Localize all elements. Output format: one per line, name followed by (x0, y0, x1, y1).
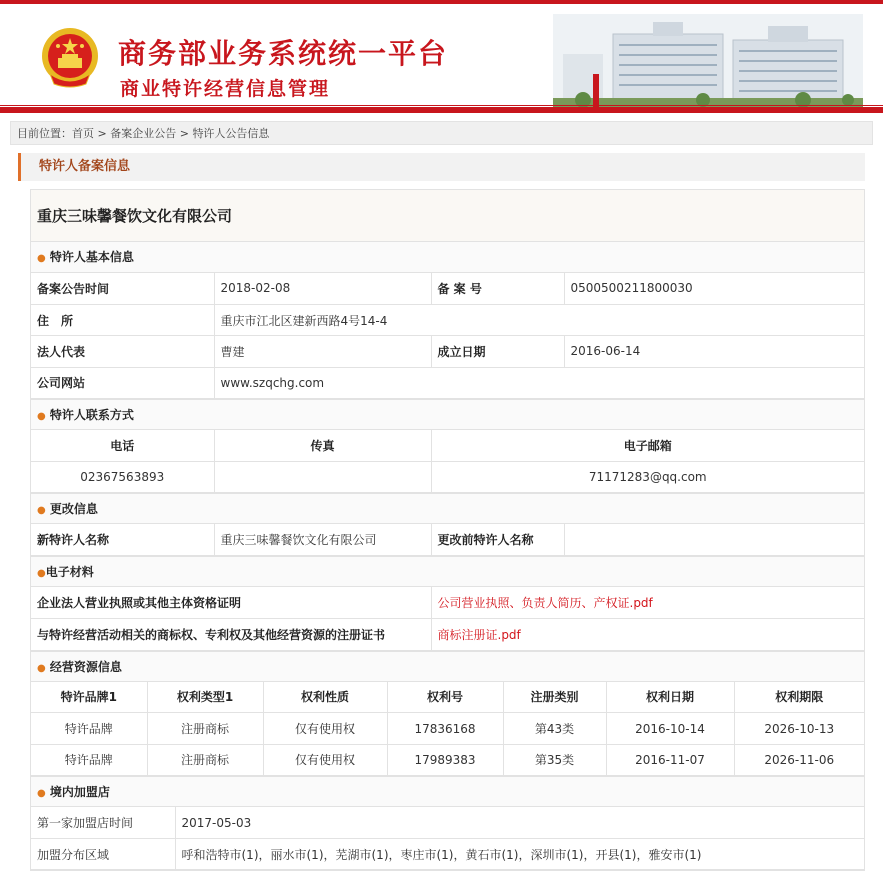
new-name-label: 新特许人名称 (31, 524, 214, 555)
filing-no-value: 0500500211800030 (564, 273, 864, 304)
basic-info-table (31, 273, 864, 399)
website-label: 公司网站 (31, 367, 214, 398)
resources-title: 经营资源信息 (49, 659, 122, 674)
bullet-icon: ● (37, 788, 46, 800)
legal-rep-label: 法人代表 (31, 336, 214, 367)
company-name: 重庆三味馨餐饮文化有限公司 (31, 190, 864, 242)
resource-cell: 仅有使用权 (263, 713, 387, 744)
table-row (31, 744, 864, 775)
material-file-link[interactable]: 公司营业执照、负责人简历、产权证.pdf (431, 587, 864, 618)
resource-cell: 仅有使用权 (263, 744, 387, 775)
founded-value: 2016-06-14 (564, 336, 864, 367)
breadcrumb-prefix: 目前位置： (17, 127, 72, 140)
breadcrumb (10, 121, 873, 145)
resource-cell: 注册商标 (147, 744, 263, 775)
resource-cell: 2026-11-06 (734, 744, 864, 775)
app-subtitle: 商业特许经营信息管理 (120, 78, 331, 100)
table-row (31, 713, 864, 744)
breadcrumb-separator: > (176, 127, 193, 140)
first-store-value: 2017-05-03 (175, 807, 864, 838)
email-value: 71171283@qq.com (431, 461, 864, 492)
founded-label: 成立日期 (431, 336, 564, 367)
resource-cell: 第35类 (503, 744, 606, 775)
resource-header-cell: 权利号 (387, 682, 503, 713)
change-header (31, 493, 864, 524)
resource-header-cell: 权利类型1 (147, 682, 263, 713)
resource-header-cell: 注册类别 (503, 682, 606, 713)
bullet-icon: ● (37, 568, 46, 580)
phone-value: 02367563893 (31, 461, 214, 492)
filing-no-label: 备 案 号 (431, 273, 564, 304)
bullet-icon: ● (37, 253, 46, 264)
basic-info-header (31, 242, 864, 273)
materials-title: 电子材料 (45, 565, 94, 580)
section-title: 特许人备案信息 (18, 153, 865, 181)
materials-table (31, 587, 864, 650)
region-value: 呼和浩特市(1)，丽水市(1)，芜湖市(1)，枣庄市(1)，黄石市(1)，深圳市(1)，开县(1)，雅安市(1) (175, 839, 864, 870)
email-label: 电子邮箱 (431, 430, 864, 461)
resource-cell: 特许品牌 (31, 744, 147, 775)
resources-table (31, 682, 864, 777)
contact-title: 特许人联系方式 (49, 408, 134, 423)
change-table (31, 524, 864, 556)
legal-rep-value: 曹建 (214, 336, 431, 367)
fax-label: 传真 (214, 430, 431, 461)
change-title: 更改信息 (49, 502, 98, 517)
old-name-label: 更改前特许人名称 (431, 524, 564, 555)
material-label: 与特许经营活动相关的商标权、专利权及其他经营资源的注册证书 (31, 619, 431, 650)
address-value: 重庆市江北区建新西路4号14-4 (214, 304, 864, 335)
new-name-value: 重庆三味馨餐饮文化有限公司 (214, 524, 431, 555)
contact-header (31, 399, 864, 430)
resource-cell: 17836168 (387, 713, 503, 744)
bullet-icon: ● (37, 505, 46, 517)
stores-header (31, 776, 864, 807)
resource-cell: 17989383 (387, 744, 503, 775)
filing-time-label: 备案公告时间 (31, 273, 214, 304)
resource-header-cell: 权利性质 (263, 682, 387, 713)
resource-cell: 2016-10-14 (606, 713, 734, 744)
national-emblem-icon (40, 24, 100, 90)
basic-info-title: 特许人基本信息 (49, 250, 134, 264)
address-label: 住 所 (31, 304, 214, 335)
region-label: 加盟分布区域 (31, 839, 175, 870)
resource-cell: 第43类 (503, 713, 606, 744)
breadcrumb-home-link[interactable]: 首页 (72, 127, 94, 140)
breadcrumb-separator: > (94, 127, 111, 140)
breadcrumb-current: 特许人公告信息 (192, 127, 270, 140)
filing-time-value: 2018-02-08 (214, 273, 431, 304)
material-file-link[interactable]: 商标注册证.pdf (431, 619, 864, 650)
app-title: 商务部业务系统统一平台 (118, 37, 449, 70)
filing-panel (30, 189, 865, 871)
resources-header (31, 651, 864, 682)
building-image-icon (553, 14, 863, 110)
resource-cell: 2016-11-07 (606, 744, 734, 775)
fax-value (214, 461, 431, 492)
resource-header-cell: 特许品牌1 (31, 682, 147, 713)
bullet-icon: ● (37, 411, 46, 423)
stores-title: 境内加盟店 (49, 785, 110, 800)
first-store-label: 第一家加盟店时间 (31, 807, 175, 838)
website-value: www.szqchg.com (214, 367, 864, 398)
resource-cell: 特许品牌 (31, 713, 147, 744)
resource-header-cell: 权利期限 (734, 682, 864, 713)
bullet-icon: ● (37, 662, 46, 674)
material-label: 企业法人营业执照或其他主体资格证明 (31, 587, 431, 618)
resource-cell: 2026-10-13 (734, 713, 864, 744)
contact-table (31, 430, 864, 493)
old-name-value (564, 524, 864, 555)
breadcrumb-filing-link[interactable]: 备案企业公告 (110, 127, 177, 140)
resource-header-cell: 权利日期 (606, 682, 734, 713)
stores-table (31, 807, 864, 870)
site-header (0, 0, 883, 113)
phone-label: 电话 (31, 430, 214, 461)
resource-cell: 注册商标 (147, 713, 263, 744)
materials-header (31, 556, 864, 587)
